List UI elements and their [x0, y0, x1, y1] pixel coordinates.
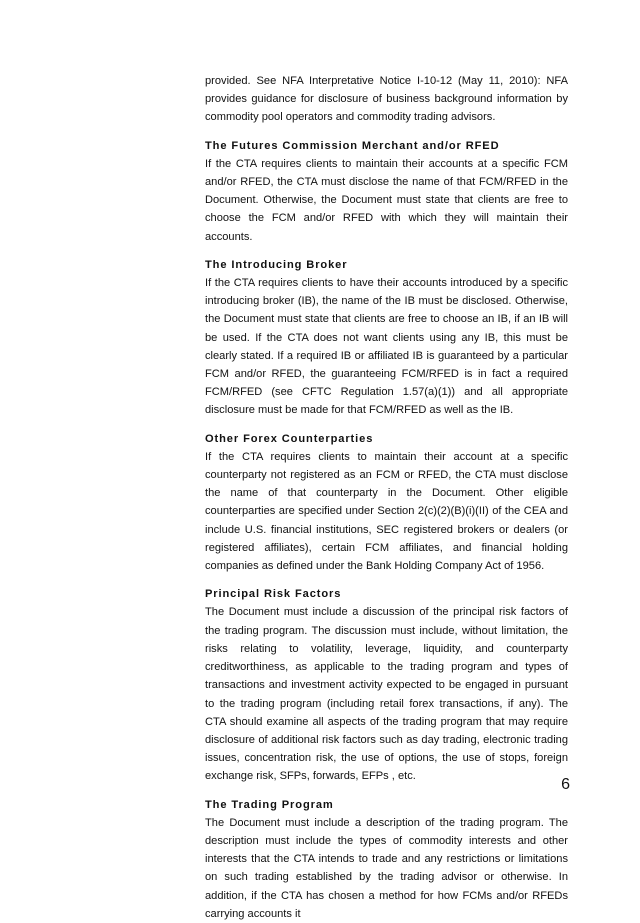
- section-heading-forex-counterparties: Other Forex Counterparties: [205, 432, 374, 445]
- section-body-forex-counterparties: If the CTA requires clients to maintain their account at a specific counterparty not registered as an FCM or RFED, the CTA must disclose the name of that counterparty in the Document. Other eligible counterparties are specified under Section 2(c)(2)(B)(i)(II) of the CEA and include U.S. financial institutions, SEC registered brokers or dealers (or registered affiliates), certain FCM affiliates, and financial holding companies as defined under the Bank Holding Company Act of 1956.: [205, 450, 568, 573]
- section-body-fcm-rfed: If the CTA requires clients to maintain their accounts at a specific FCM and/or RFED, the CTA must disclose the name of that FCM/RFED in the Document. Otherwise, the Document must state that clients are free to choose the FCM and/or RFED with which they will maintain their accounts.: [205, 157, 568, 243]
- page-number: 6: [561, 776, 570, 793]
- section-body-risk-factors: The Document must include a discussion of the principal risk factors of the trading program. The discussion must include, without limitation, the risks relating to volatility, leverage, liquidity, and counterparty creditworthiness, as applicable to the trading program and types of transactions and investment activity expected to be engaged in pursuant to the trading program (including retail forex transactions, if any). The CTA should examine all aspects of the trading program that may require disclosure of additional risk factors such as day trading, electronic trading issues, concentration risk, the use of options, the use of stops, foreign exchange risk, SFPs, forwards, EFPs , etc.: [205, 606, 568, 783]
- page-content: [205, 72, 568, 923]
- section-body-trading-program: The Document must include a description of the trading program. The description must include the types of commodity interests and other interests that the CTA intends to trade and any restrictions or limitations on such trading established by the trading advisor or otherwise. In addition, if the CTA has chosen a method for how FCMs and/or RFEDs carrying accounts it: [205, 816, 568, 920]
- section-body-introducing-broker: If the CTA requires clients to have their accounts introduced by a specific introducing broker (IB), the name of the IB must be disclosed. Otherwise, the Document must state that clients are free to choose an IB, if an IB will be used. If the CTA does not want clients using any IB, this must be clearly stated. If a required IB or affiliated IB is guaranteed by a particular FCM and/or RFED, the guaranteeing FCM/RFED is in fact a required FCM/RFED (see CFTC Regulation 1.57(a)(1)) and all appropriate disclosure must be made for that FCM/RFED as well as the IB.: [205, 277, 568, 417]
- section-heading-risk-factors: Principal Risk Factors: [205, 588, 342, 601]
- intro-paragraph: provided. See NFA Interpretative Notice I-10-12 (May 11, 2010): NFA provides guidance for disclosure of business background information by commodity pool operators and commodity trading advisors.: [205, 75, 568, 124]
- section-heading-fcm-rfed: The Futures Commission Merchant and/or RFED: [205, 139, 500, 152]
- section-heading-introducing-broker: The Introducing Broker: [205, 258, 348, 271]
- section-heading-trading-program: The Trading Program: [205, 798, 334, 811]
